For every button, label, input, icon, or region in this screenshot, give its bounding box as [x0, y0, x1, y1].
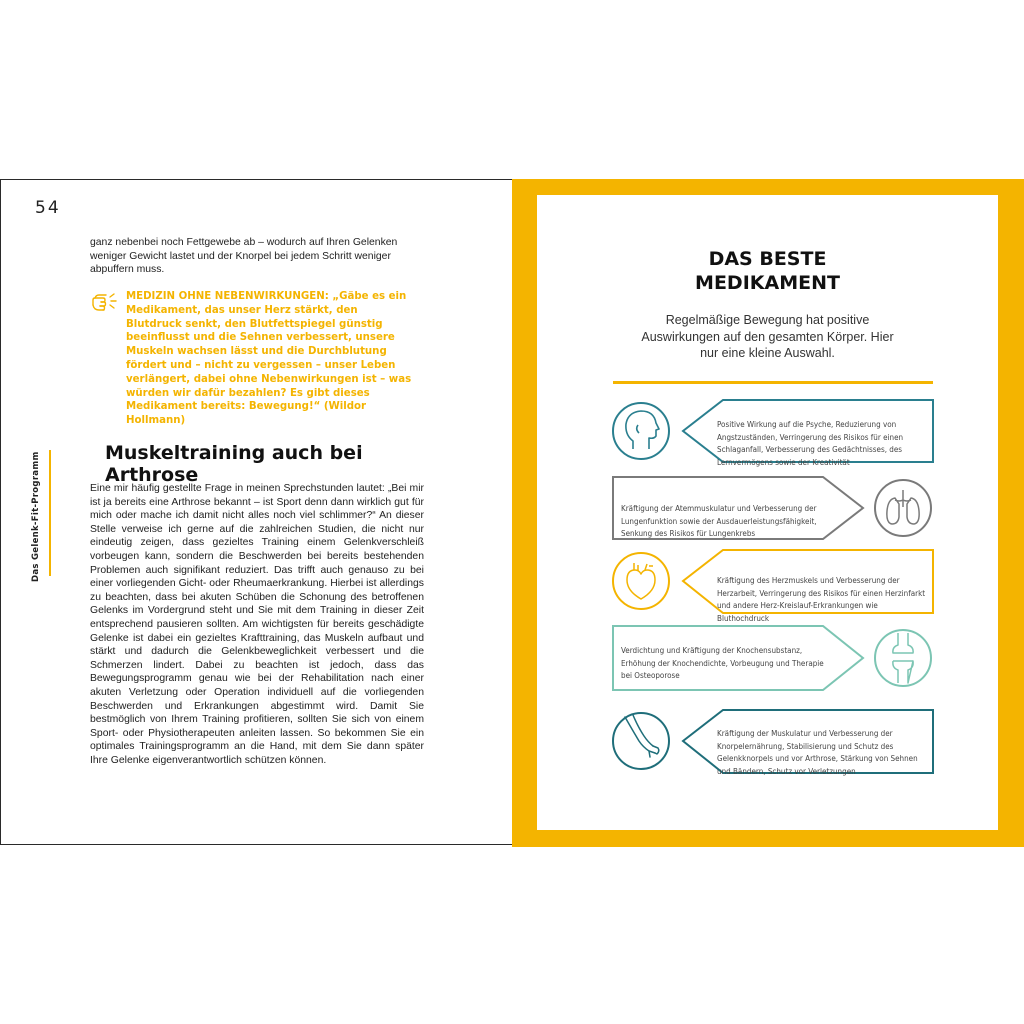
benefit-3-text: Kräftigung des Herzmuskels und Verbesserung der Herzarbeit, Verringerung des Risikos für einen Herzinfarkt und andere Herz-Kreislauf-Erkrankungen wie Bluthochdruck — [717, 576, 926, 623]
section-heading: Muskeltraining auch bei Arthrose — [105, 442, 363, 486]
quote-text: MEDIZIN OHNE NEBENWIRKUNGEN: „Gäbe es ein Medikament, das unser Herz stärkt, den Blutdruck senkt, den Blutfettspiegel günstig beeinflusst und die Sehnen verbessert, unsere Muskeln wachsen lässt und die Durchblutung fördert und – nicht zu vergessen – unser Leben verlängert, dabei ohne Nebenwirkungen ist – was würden wir dafür bezahlen? Es gibt dieses Medikament bereits: Bewegung!“ (Wildor Hollmann) — [126, 291, 412, 427]
running-title: Das Gelenk-Fit-Programm — [31, 451, 41, 582]
benefit-5-text: Kräftigung der Muskulatur und Verbesserung der Knorpelernährung, Stabilisierung und Schutz des Gelenkknorpels und vor Arthrose, Stärkung von Sehnen und Bändern, Schutz vor Verletzungen — [717, 729, 918, 776]
heart-icon — [627, 563, 655, 599]
infobox — [537, 195, 998, 830]
infobox-title-line1: DAS BESTE — [708, 248, 827, 270]
head-icon — [626, 411, 659, 449]
infobox-subtitle-text: Regelmäßige Bewegung hat positive Auswirkungen auf den gesamten Körper. Hier nur eine kleine Auswahl. — [641, 313, 894, 360]
page-number: 54 — [35, 198, 61, 218]
left-page — [0, 179, 512, 845]
infobox-title-line2: MEDIKAMENT — [695, 272, 840, 294]
lungs-icon — [887, 490, 919, 524]
arm-icon — [625, 715, 659, 757]
benefit-4-text: Verdichtung und Kräftigung der Knochensubstanz, Erhöhung der Knochendichte, Vorbeugung und Therapie bei Osteoporose — [621, 646, 824, 680]
right-page-yellow-frame — [512, 179, 1024, 847]
pointing-hand-icon — [91, 291, 121, 313]
main-paragraph: Eine mir häufig gestellte Frage in meinen Sprechstunden lautet: „Bei mir ist ja bereits eine Arthrose bekannt – ist Sport denn dann wirklich gut für mich oder mache ich damit nicht alles noch viel schlimmer?“ An dieser Stelle verweise ich gerne auf die zahlreichen Studien, die nicht nur eindeutig zeigen, dass gezieltes Training einem Gelenkverschleiß vorbeugen kann, sondern die Beschwerden bei bereits bestehenden Problemen auch signifikant reduziert. Das trifft auch genauso zu bei einer vorliegenden Gicht- oder Rheumaerkrankung. Hierbei ist allerdings zu beachten, dass bei akuten Schüben die Schonung des betroffenen Gelenks im Vordergrund steht und Sie mit dem Training in dieser Zeit entsprechend pausieren sollten. Am wichtigsten für bereits geschädigte Gelenke ist dabei ein gezieltes Krafttraining, das Muskeln aufbaut und stärkt und dadurch die Gelenkbeweglichkeit verbessert und die Schmerzen lindert. Dabei zu beachten ist jedoch, dass das Bewegungsprogramm genau wie bei der Rehabilitation nach einer akuten Verletzung oder Operation individuell auf die vorliegenden Beschwerden und Erkrankungen abgestimmt wird. Damit Sie bestmöglich von Ihrem Training profitieren, sollten Sie sich von einem Sport- oder Physiotherapeuten anleiten lassen. So bekommen Sie ein optimales Trainingsprogramm an die Hand, mit dem Sie dann später Ihre Gelenke eigenverantwortlich schützen können. — [90, 483, 424, 766]
bone-icon — [893, 633, 913, 683]
benefit-1-text: Positive Wirkung auf die Psyche, Reduzierung von Angstzuständen, Verringerung des Risikos für einen Schlaganfall, Verbesserung des Gedächtnisses, des Lernvermögens sowie der Kreativität — [717, 420, 904, 467]
benefit-2-text: Kräftigung der Atemmuskulatur und Verbesserung der Lungenfunktion sowie der Ausdauerleistungsfähigkeit, Senkung des Risikos für Lungenkrebs — [621, 504, 817, 538]
intro-paragraph: ganz nebenbei noch Fettgewebe ab – wodurch auf Ihren Gelenken weniger Gewicht lastet und der Knorpel bei jedem Schritt weniger abpuffern muss. — [90, 237, 398, 276]
running-title-rule — [49, 450, 51, 576]
